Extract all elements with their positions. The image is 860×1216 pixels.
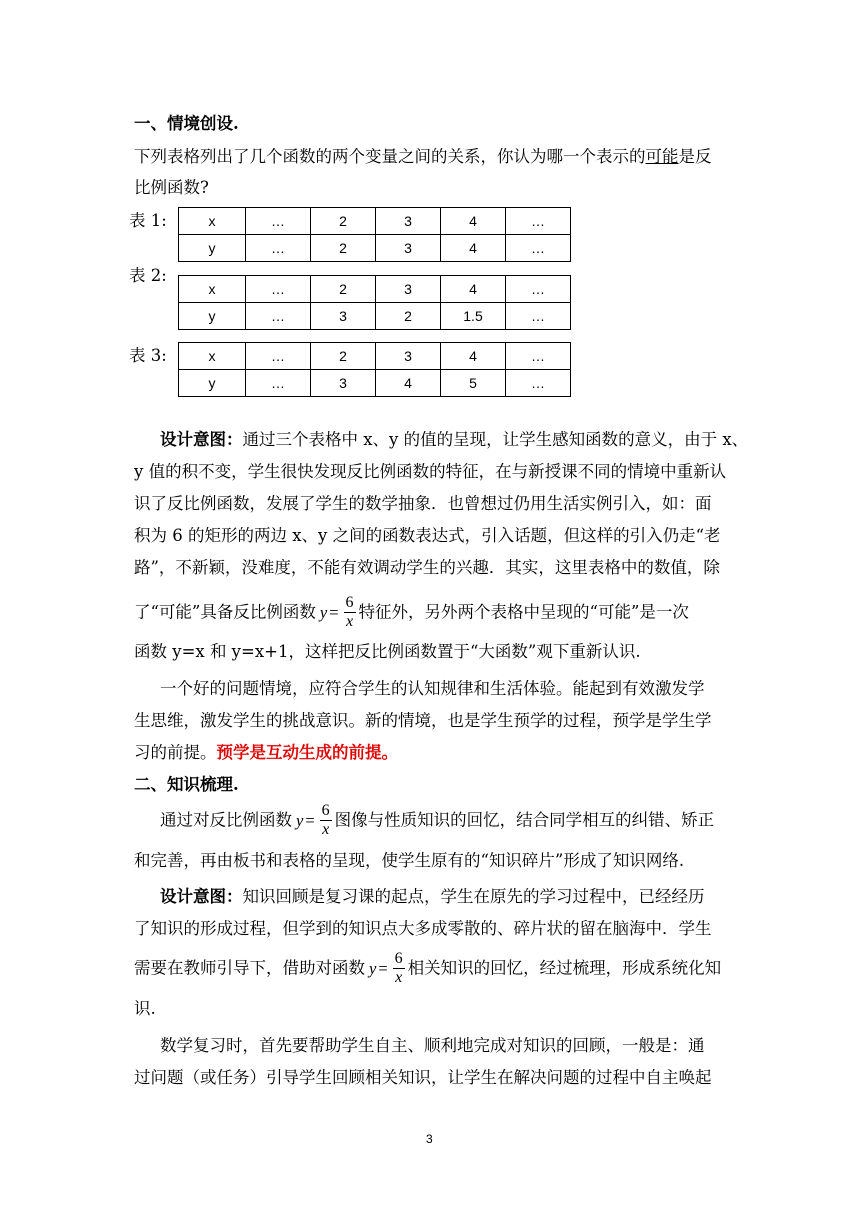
paragraph-line: 生思维，激发学生的挑战意识。新的情境，也是学生预学的过程，预学是学生学 [134,711,712,730]
table-row [179,303,571,330]
table-cell: 4 [376,370,441,397]
table-cell: x [179,343,246,370]
underlined-keyword: 可能 [645,147,679,166]
fraction-formula: $\frac{6}{x}$ [321,802,330,838]
design-intent-1-line: 积为 6 的矩形的两边 x、y 之间的函数表达式，引入话题，但这样的引入仍走“老 [134,526,721,545]
table-cell: … [246,370,311,397]
design-intent-1-line: y 值的积不变，学生很快发现反比例函数的特征，在与新授课不同的情境中重新认 [134,462,727,481]
table-cell: 4 [441,208,506,235]
value-table-2 [178,275,571,330]
table2-label: 表 2: [129,266,167,285]
table-cell: … [506,235,571,262]
table-cell: 4 [441,343,506,370]
table1-label: 表 1: [129,211,167,230]
emphasis-red-text: 预学是互动生成的前提。 [216,743,398,762]
fraction-formula: $\frac{6}{x}$ [394,950,403,986]
table-cell: … [506,208,571,235]
table-cell: … [246,235,311,262]
table-cell: 2 [311,343,376,370]
table-cell: y [179,370,246,397]
design-intent-2-line: 需要在教师引导下，借助对函数 y = $\frac{6}{x}$ 相关知识的回忆，经过梳理，形成系统化知 [134,950,722,986]
formula-equals: = [378,958,388,978]
table-cell: … [506,276,571,303]
table-cell: 3 [376,343,441,370]
table-cell: 4 [441,276,506,303]
design-intent-2-line: 设计意图：知识回顾是复习课的起点，学生在原先的学习过程中，已经经历 [160,887,705,906]
table-cell: 3 [376,276,441,303]
table-cell: … [506,370,571,397]
formula-equals: = [305,810,315,830]
table-cell: 2 [311,208,376,235]
table-cell: 3 [311,303,376,330]
design-intent-1-line: 函数 y=x 和 y=x+1，这样把反比例函数置于“大函数”观下重新认识. [134,642,641,661]
design-intent-1-line: 路”，不新颖，没难度，不能有效调动学生的兴趣．其实，这里表格中的数值，除 [134,558,720,577]
table-cell: x [179,208,246,235]
table-cell: … [506,343,571,370]
table-cell: 3 [376,235,441,262]
table-cell: 3 [376,208,441,235]
table-row [179,370,571,397]
table-row [179,276,571,303]
table-cell: 3 [311,370,376,397]
design-intent-2-line: 识. [134,999,156,1018]
table-cell: y [179,235,246,262]
section1-heading: 一、情境创设. [134,114,239,133]
formula-lhs: y [296,810,304,830]
formula-equals: = [329,602,339,622]
table3-label: 表 3: [129,346,167,365]
design-intent-1-line: 识了反比例函数，发展了学生的数学抽象．也曾想过仍用生活实例引入，如：面 [134,494,712,513]
value-table-3 [178,342,571,397]
table-cell: … [246,276,311,303]
section2-line: 通过对反比例函数 y = $\frac{6}{x}$ 图像与性质知识的回忆，结合同学相互的纠错、矫正 [160,802,715,838]
paragraph-line: 一个好的问题情境，应符合学生的认知规律和生活体验。能起到有效激发学 [160,679,705,698]
table-cell: y [179,303,246,330]
design-intent-label: 设计意图： [160,430,243,449]
table-cell: 2 [376,303,441,330]
table-cell: … [506,303,571,330]
formula-lhs: y [369,958,377,978]
table-cell: x [179,276,246,303]
paragraph-line: 数学复习时，首先要帮助学生自主、顺利地完成对知识的回顾，一般是：通 [160,1036,705,1055]
section1-intro-line2: 比例函数? [134,178,209,197]
table-cell: … [246,343,311,370]
section1-intro-line1: 下列表格列出了几个函数的两个变量之间的关系，你认为哪一个表示的可能是反 [134,147,712,166]
table-cell: 4 [441,235,506,262]
formula-lhs: y [319,602,328,622]
value-table-1 [178,207,571,262]
design-intent-1-line: 设计意图：通过三个表格中 x、y 的值的呈现，让学生感知函数的意义，由于 x、 [160,430,749,449]
design-intent-label: 设计意图： [160,887,243,906]
table-cell: 5 [441,370,506,397]
fraction-formula: $\frac{6}{x}$ [345,594,354,630]
paragraph-line: 过问题（或任务）引导学生回顾相关知识，让学生在解决问题的过程中自主唤起 [134,1068,712,1087]
table-cell: … [246,303,311,330]
table-cell: 1.5 [441,303,506,330]
table-row [179,208,571,235]
design-intent-2-line: 了知识的形成过程，但学到的知识点大多成零散的、碎片状的留在脑海中．学生 [134,919,712,938]
table-row [179,235,571,262]
table-cell: 2 [311,276,376,303]
section2-line: 和完善，再由板书和表格的呈现，使学生原有的“知识碎片”形成了知识网络. [134,851,685,870]
table-cell: 2 [311,235,376,262]
design-intent-1-line: 了“可能”具备反比例函数 y = $\frac{6}{x}$ 特征外，另外两个表格中呈现的“可能”是一次 [134,594,689,630]
section2-heading: 二、知识梳理. [134,775,239,794]
table-row [179,343,571,370]
page-number: 3 [426,1132,433,1146]
paragraph-line: 习的前提。预学是互动生成的前提。 [134,743,398,762]
table-cell: … [246,208,311,235]
